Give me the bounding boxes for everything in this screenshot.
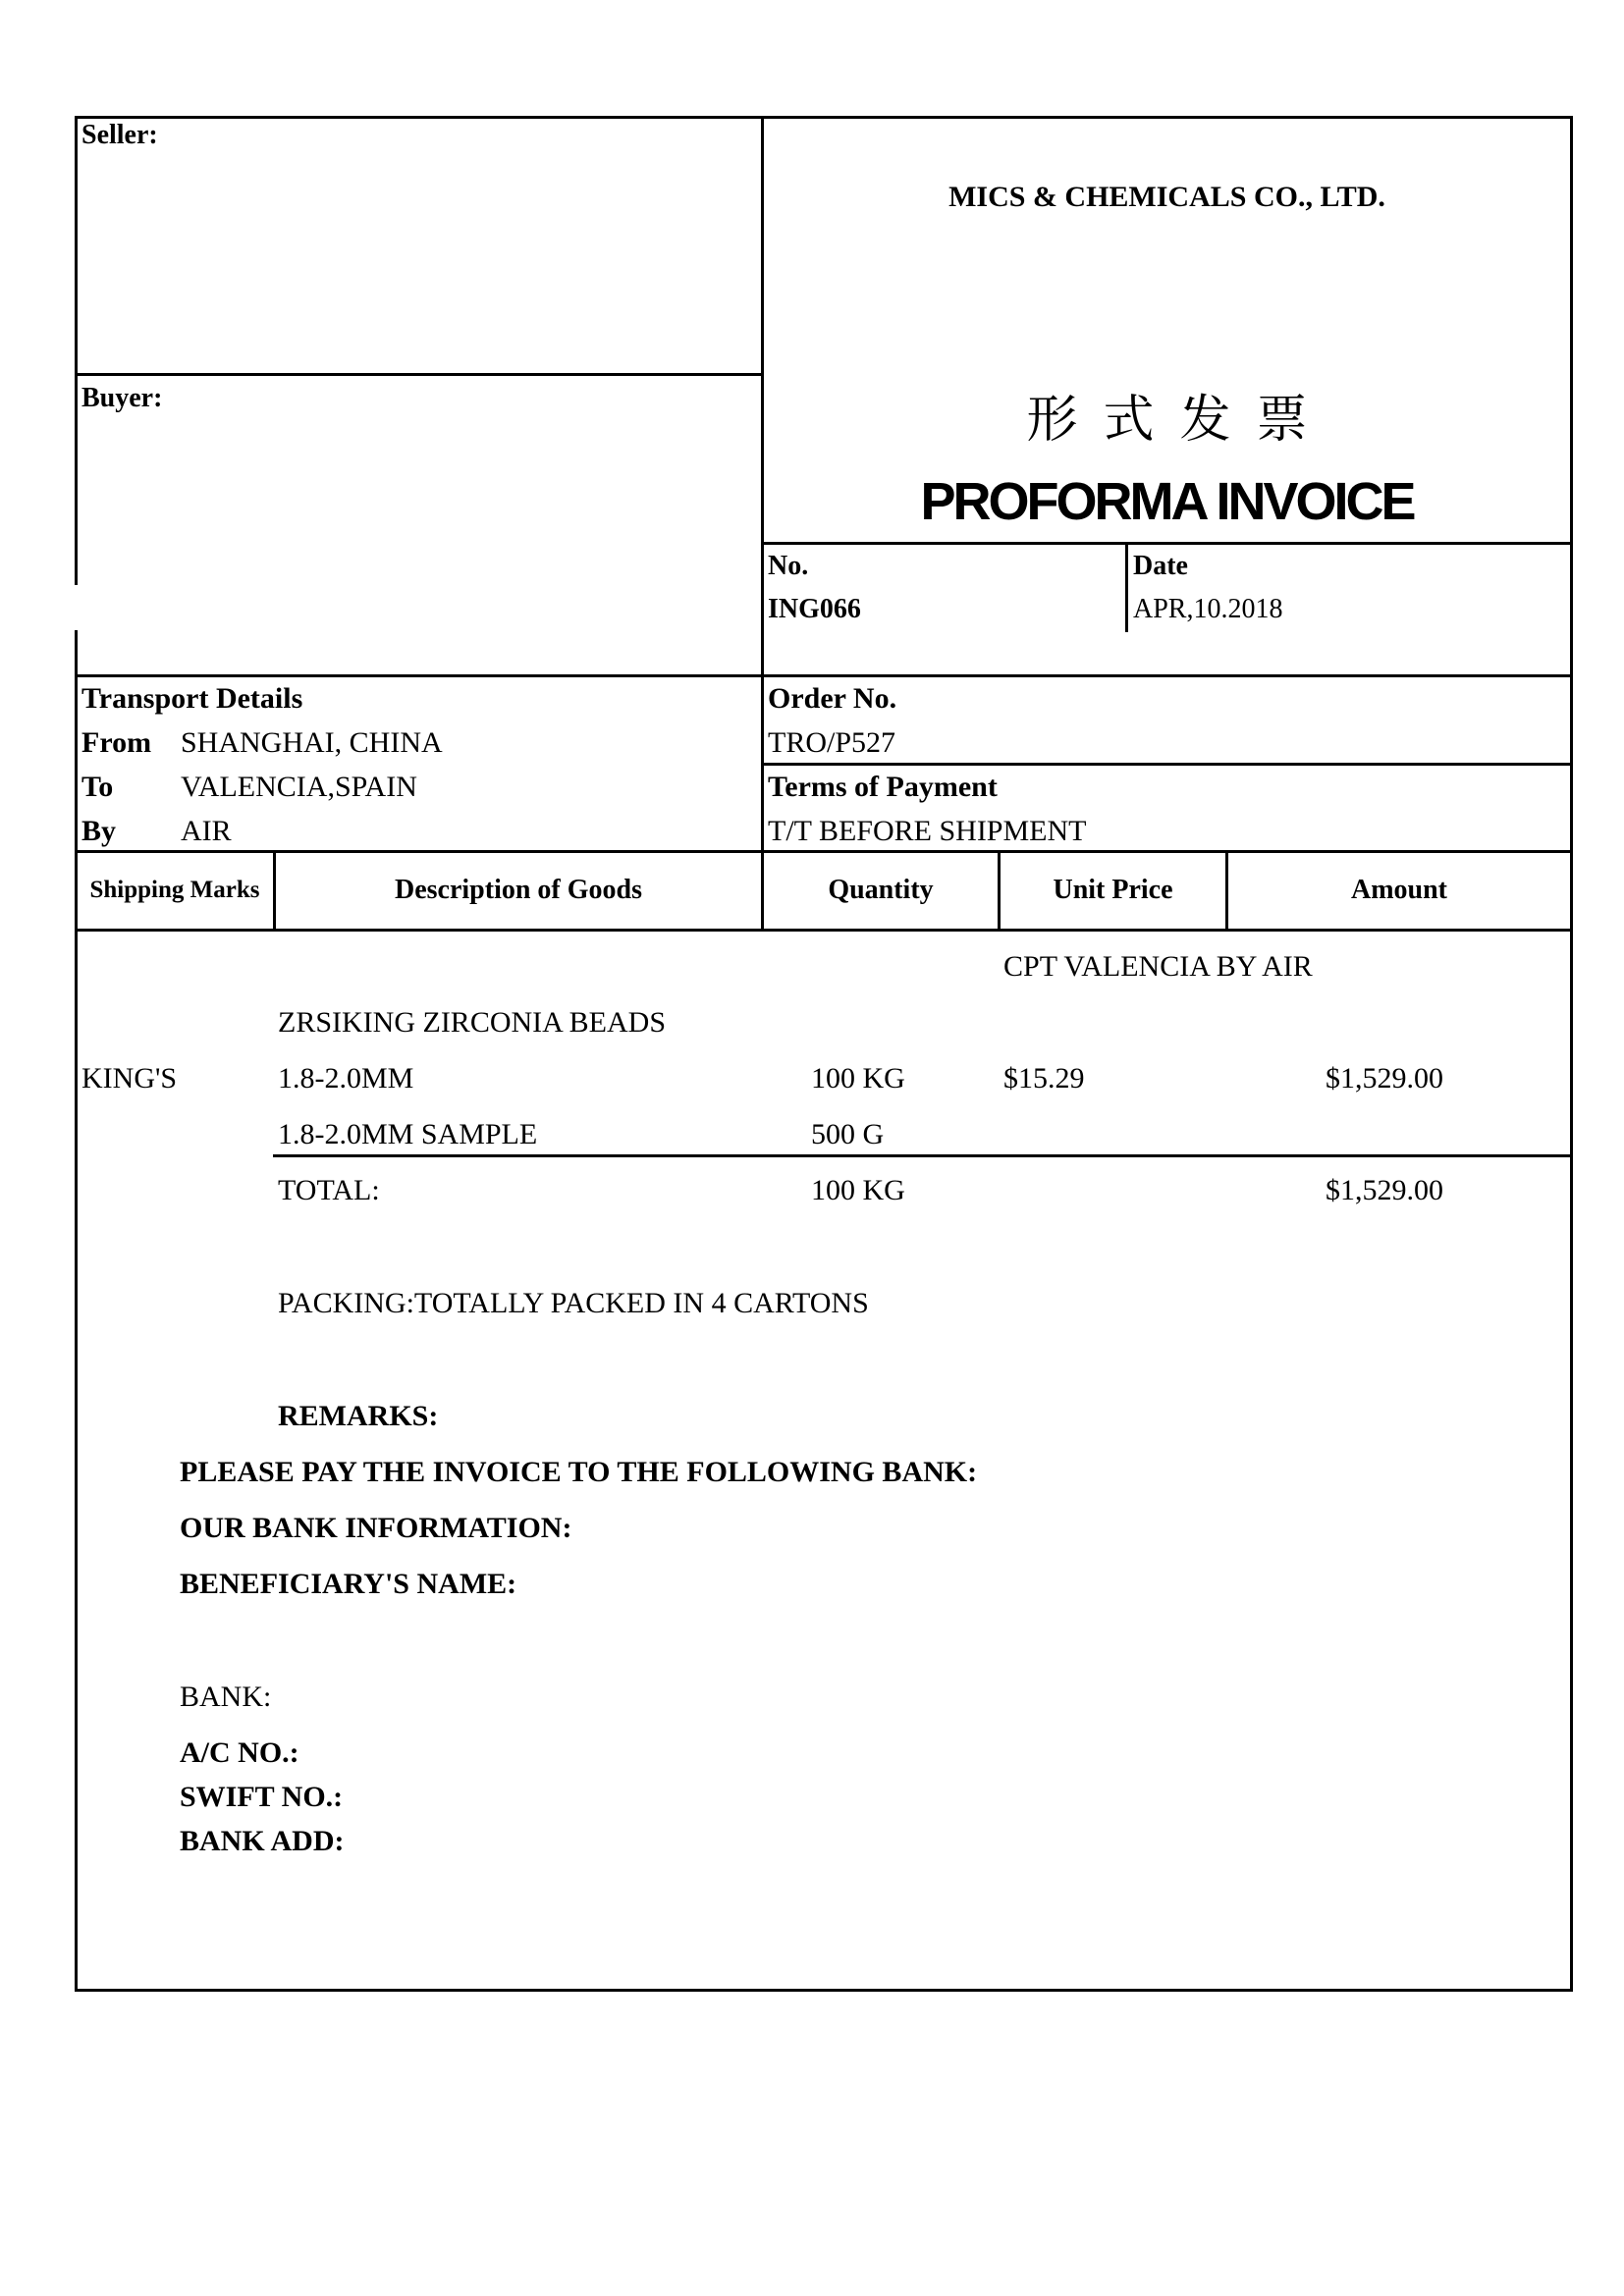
company-name: MICS & CHEMICALS CO., LTD. — [948, 181, 1385, 213]
remarks-bank-address: BANK ADD: — [180, 1825, 345, 1857]
row-amount: $1,529.00 — [1326, 1062, 1443, 1095]
remarks-bank: BANK: — [180, 1681, 272, 1713]
total-amount: $1,529.00 — [1326, 1174, 1443, 1206]
remarks-swift: SWIFT NO.: — [180, 1781, 344, 1813]
date-value: APR,10.2018 — [1133, 594, 1283, 624]
no-date-divider — [1125, 542, 1128, 632]
terms-label: Terms of Payment — [768, 771, 998, 803]
packing-note: PACKING:TOTALLY PACKED IN 4 CARTONS — [278, 1287, 869, 1319]
transport-details-label: Transport Details — [81, 682, 303, 715]
date-label: Date — [1133, 551, 1188, 581]
terms-value: T/T BEFORE SHIPMENT — [768, 815, 1087, 847]
remarks-ac-no: A/C NO.: — [180, 1736, 299, 1769]
from-label: From — [81, 726, 152, 759]
transport-top-line — [75, 674, 1573, 677]
by-value: AIR — [181, 815, 232, 847]
total-quantity: 100 KG — [811, 1174, 905, 1206]
order-no-value: TRO/P527 — [768, 726, 896, 759]
row-quantity: 100 KG — [811, 1062, 905, 1095]
invoice-no-top-line — [761, 542, 1573, 545]
row-description: 1.8-2.0MM — [278, 1062, 414, 1095]
row-description: 1.8-2.0MM SAMPLE — [278, 1118, 538, 1150]
order-terms-separator — [761, 763, 1573, 766]
frame-left-border-upper — [75, 116, 78, 585]
remarks-label: REMARKS: — [278, 1400, 439, 1432]
seller-label: Seller: — [81, 120, 158, 150]
table-header-top-line — [75, 850, 1573, 853]
total-separator-line — [273, 1154, 1573, 1157]
invoice-no-value: ING066 — [768, 594, 861, 624]
header-description: Description of Goods — [395, 875, 642, 905]
frame-bottom-border — [75, 1989, 1573, 1992]
to-label: To — [81, 771, 114, 803]
from-value: SHANGHAI, CHINA — [181, 726, 443, 759]
to-value: VALENCIA,SPAIN — [181, 771, 417, 803]
product-name: ZRSIKING ZIRCONIA BEADS — [278, 1006, 667, 1039]
frame-top-border — [75, 116, 1573, 119]
by-label: By — [81, 815, 117, 847]
remarks-bank-info: OUR BANK INFORMATION: — [180, 1512, 572, 1544]
remarks-pay-instruction: PLEASE PAY THE INVOICE TO THE FOLLOWING BANK: — [180, 1456, 978, 1488]
row-unit-price: $15.29 — [1003, 1062, 1085, 1095]
remarks-beneficiary: BENEFICIARY'S NAME: — [180, 1568, 517, 1600]
incoterm: CPT VALENCIA BY AIR — [1003, 950, 1313, 983]
table-header-bottom-line — [75, 929, 1573, 932]
title-english: PROFORMA INVOICE — [920, 472, 1414, 531]
shipping-mark: KING'S — [81, 1062, 178, 1095]
frame-left-border-lower — [75, 630, 78, 1992]
invoice-no-label: No. — [768, 551, 809, 581]
frame-right-border — [1570, 116, 1573, 1992]
order-no-label: Order No. — [768, 682, 897, 715]
header-amount: Amount — [1350, 875, 1447, 905]
header-shipping-marks: Shipping Marks — [89, 877, 260, 903]
title-chinese: 形式发票 — [1026, 391, 1333, 450]
header-unit-price: Unit Price — [1053, 875, 1173, 905]
header-quantity: Quantity — [828, 875, 934, 905]
seller-buyer-separator — [75, 373, 764, 376]
row-quantity: 500 G — [811, 1118, 885, 1150]
buyer-label: Buyer: — [81, 383, 163, 413]
total-label: TOTAL: — [278, 1174, 380, 1206]
